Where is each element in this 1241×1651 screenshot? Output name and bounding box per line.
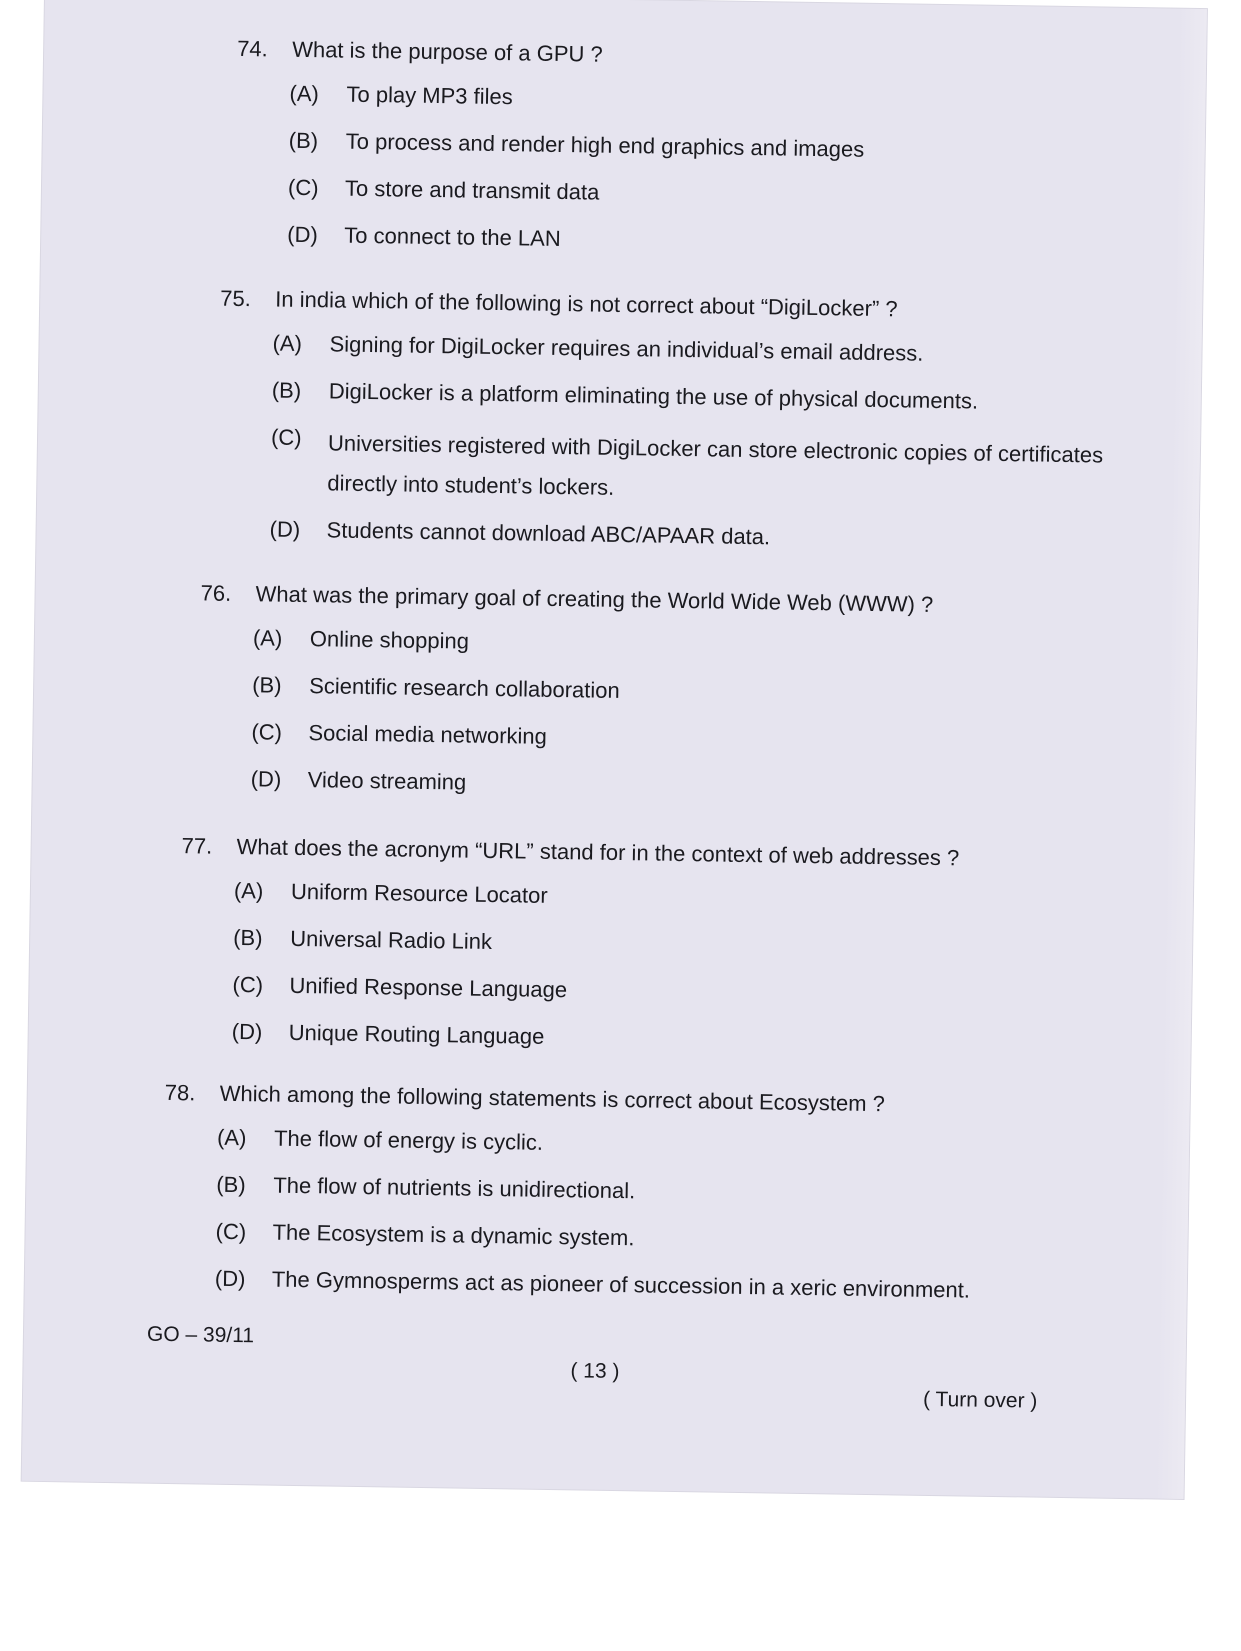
option-c	[287, 173, 600, 220]
page-number: ( 13 )	[570, 1359, 620, 1384]
question-number: 78.	[164, 1079, 196, 1106]
option-c	[270, 422, 1104, 514]
question-number: 76.	[200, 580, 232, 606]
option-text: Unified Response Language	[289, 972, 568, 1003]
option-text: Signing for DigiLocker requires an individual’s email address.	[329, 331, 924, 366]
question-number: 75.	[220, 285, 252, 312]
question-text: What is the purpose of a GPU ?	[291, 36, 603, 67]
option-letter: (C)	[251, 719, 283, 745]
option-text: To connect to the LAN	[344, 222, 561, 252]
option-a	[252, 623, 470, 670]
question-text: In india which of the following is not correct about “DigiLocker” ?	[275, 286, 898, 322]
option-letter: (A)	[233, 877, 264, 904]
option-c	[232, 970, 568, 1017]
option-text: To store and transmit data	[344, 175, 600, 205]
option-letter: (B)	[271, 377, 302, 403]
option-text: DigiLocker is a platform eliminating the use of physical documents.	[328, 378, 979, 414]
option-c	[215, 1217, 635, 1264]
option-letter: (C)	[215, 1218, 247, 1245]
option-letter: (B)	[288, 127, 319, 154]
option-letter: (A)	[252, 625, 283, 651]
option-b	[271, 375, 979, 422]
option-b	[233, 923, 493, 970]
option-c	[251, 717, 548, 764]
option-text: The flow of nutrients is unidirectional.	[273, 1172, 636, 1204]
option-letter: (A)	[216, 1124, 247, 1151]
option-text: To process and render high end graphics and images	[345, 128, 865, 162]
option-text: Social media networking	[308, 720, 548, 749]
question-number: 74.	[236, 35, 268, 62]
option-text: Video streaming	[307, 767, 467, 795]
question-text: Which among the following statements is correct about Ecosystem ?	[219, 1080, 886, 1117]
options-list	[287, 79, 865, 267]
option-text: The Ecosystem is a dynamic system.	[272, 1219, 635, 1251]
option-a	[289, 79, 513, 126]
option-a	[272, 328, 924, 375]
option-letter: (C)	[270, 424, 302, 450]
option-text: Unique Routing Language	[288, 1019, 545, 1049]
options-list	[250, 623, 620, 811]
option-b	[252, 670, 620, 717]
option-letter: (D)	[214, 1265, 246, 1292]
option-d	[269, 514, 771, 561]
turn-over-note: ( Turn over )	[922, 1387, 1038, 1413]
option-text: The flow of energy is cyclic.	[273, 1125, 544, 1155]
exam-page	[22, 0, 1207, 1499]
options-list	[214, 1123, 971, 1311]
option-b	[216, 1170, 636, 1217]
option-d	[250, 764, 467, 811]
question-text: What does the acronym “URL” stand for in the context of web addresses ?	[236, 833, 960, 871]
paper-code: GO – 39/11	[146, 1322, 255, 1348]
option-d	[287, 220, 561, 267]
option-a	[216, 1123, 544, 1170]
option-b	[288, 126, 865, 173]
option-letter: (D)	[250, 766, 282, 792]
question-text: What was the primary goal of creating the World Wide Web (WWW) ?	[255, 581, 934, 617]
option-letter: (C)	[287, 174, 319, 201]
option-letter: (D)	[231, 1018, 263, 1045]
options-list	[231, 876, 568, 1064]
option-a	[233, 876, 548, 923]
option-text: Universities registered with DigiLocker can store electronic copies of certificates directly into student’s lockers.	[327, 430, 1104, 500]
option-letter: (D)	[269, 516, 301, 542]
option-letter: (A)	[272, 330, 303, 356]
option-letter: (B)	[252, 672, 282, 698]
option-letter: (B)	[216, 1171, 246, 1198]
option-d	[231, 1017, 545, 1064]
option-d	[214, 1264, 971, 1311]
options-list	[269, 328, 1104, 561]
option-letter: (C)	[232, 971, 264, 998]
option-letter: (B)	[233, 924, 263, 951]
option-text: Online shopping	[309, 626, 470, 654]
option-text: Scientific research collaboration	[308, 673, 620, 703]
option-text: Uniform Resource Locator	[290, 878, 548, 908]
question-number: 77.	[181, 833, 213, 859]
option-letter: (D)	[287, 221, 319, 248]
option-text: Universal Radio Link	[290, 925, 493, 955]
option-text: To play MP3 files	[346, 81, 513, 110]
option-letter: (A)	[289, 80, 320, 107]
option-text: Students cannot download ABC/APAAR data.	[326, 517, 771, 550]
option-text: The Gymnosperms act as pioneer of succession in a xeric environment.	[271, 1266, 971, 1303]
